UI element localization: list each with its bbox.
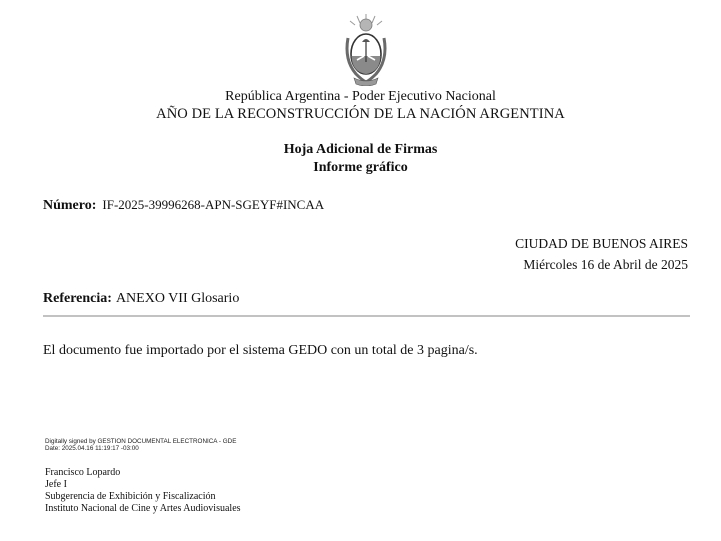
document-title: Hoja Adicional de Firmas	[283, 142, 438, 157]
signer-role: Jefe I	[45, 479, 67, 490]
body-text: El documento fue importado por el sistema GEDO con un total de 3 pagina/s.	[43, 343, 478, 358]
number-value: IF-2025-39996268-APN-SGEYF#INCAA	[102, 197, 325, 212]
number-label: Número:	[43, 198, 97, 213]
reference-label: Referencia:	[43, 291, 112, 306]
document-subtitle: Informe gráfico	[313, 160, 408, 175]
signer-department: Subgerencia de Exhibición y Fiscalización	[45, 491, 216, 502]
digital-signature-line: Digitally signed by GESTION DOCUMENTAL ELECTRONICA - GDE	[45, 438, 237, 445]
reference-value: ANEXO VII Glosario	[115, 291, 240, 306]
document-reference	[43, 291, 239, 307]
header-year-line: AÑO DE LA RECONSTRUCCIÓN DE LA NACIÓN ARGENTINA	[156, 106, 565, 122]
digital-signature-date: Date: 2025.04.16 11:19:17 -03:00	[45, 445, 139, 452]
national-coat-of-arms-icon	[342, 12, 390, 86]
document-number	[43, 197, 324, 214]
signer-block	[45, 467, 241, 515]
signer-institution: Instituto Nacional de Cine y Artes Audiovisuales	[45, 503, 241, 514]
city-line: CIUDAD DE BUENOS AIRES	[515, 236, 688, 251]
date-line: Miércoles 16 de Abril de 2025	[523, 257, 688, 272]
divider	[43, 315, 690, 317]
header-country-line: República Argentina - Poder Ejecutivo Nacional	[225, 89, 496, 104]
digital-signature-stamp	[45, 438, 236, 452]
signer-name: Francisco Lopardo	[45, 467, 121, 478]
